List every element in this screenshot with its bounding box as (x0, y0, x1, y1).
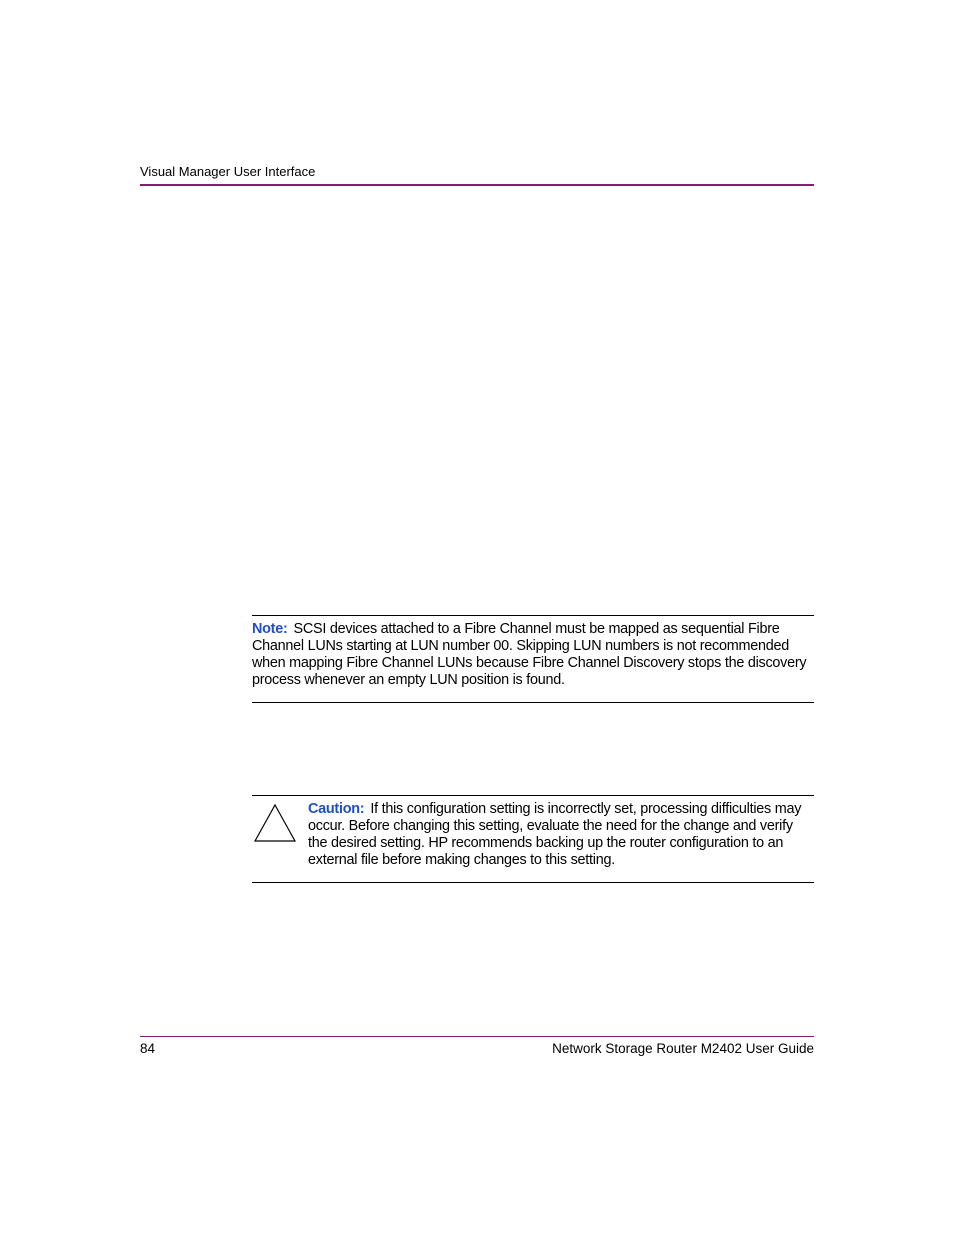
note-text: SCSI devices attached to a Fibre Channel must be mapped as sequential Fibre Channel LUNs starting at LUN number 00. Skipping LUN numbers is not recommended when mapping Fibre Channel LUNs because Fibre Channel Discovery stops the discovery process whenever an empty LUN position is found. (252, 621, 807, 688)
caution-label: Caution: (308, 801, 365, 817)
warning-triangle-icon (253, 803, 297, 843)
caution-text: If this configuration setting is incorrectly set, processing difficulties may occur. Before changing this setting, evaluate the need for the change and verify the desired setting. HP recommends backing up the router configuration to an external file before making changes to this setting. (308, 801, 802, 868)
footer-rule (140, 1036, 814, 1037)
header-rule (140, 184, 814, 186)
caution-bottom-rule (252, 882, 814, 883)
running-header: Visual Manager User Interface (140, 164, 316, 179)
caution-top-rule (252, 795, 814, 796)
footer-document-title: Network Storage Router M2402 User Guide (552, 1041, 814, 1056)
note-bottom-rule (252, 702, 814, 703)
page-number: 84 (140, 1041, 156, 1056)
caution-box (308, 801, 814, 869)
note-box (252, 621, 814, 689)
note-label: Note: (252, 621, 288, 637)
note-top-rule (252, 615, 814, 616)
